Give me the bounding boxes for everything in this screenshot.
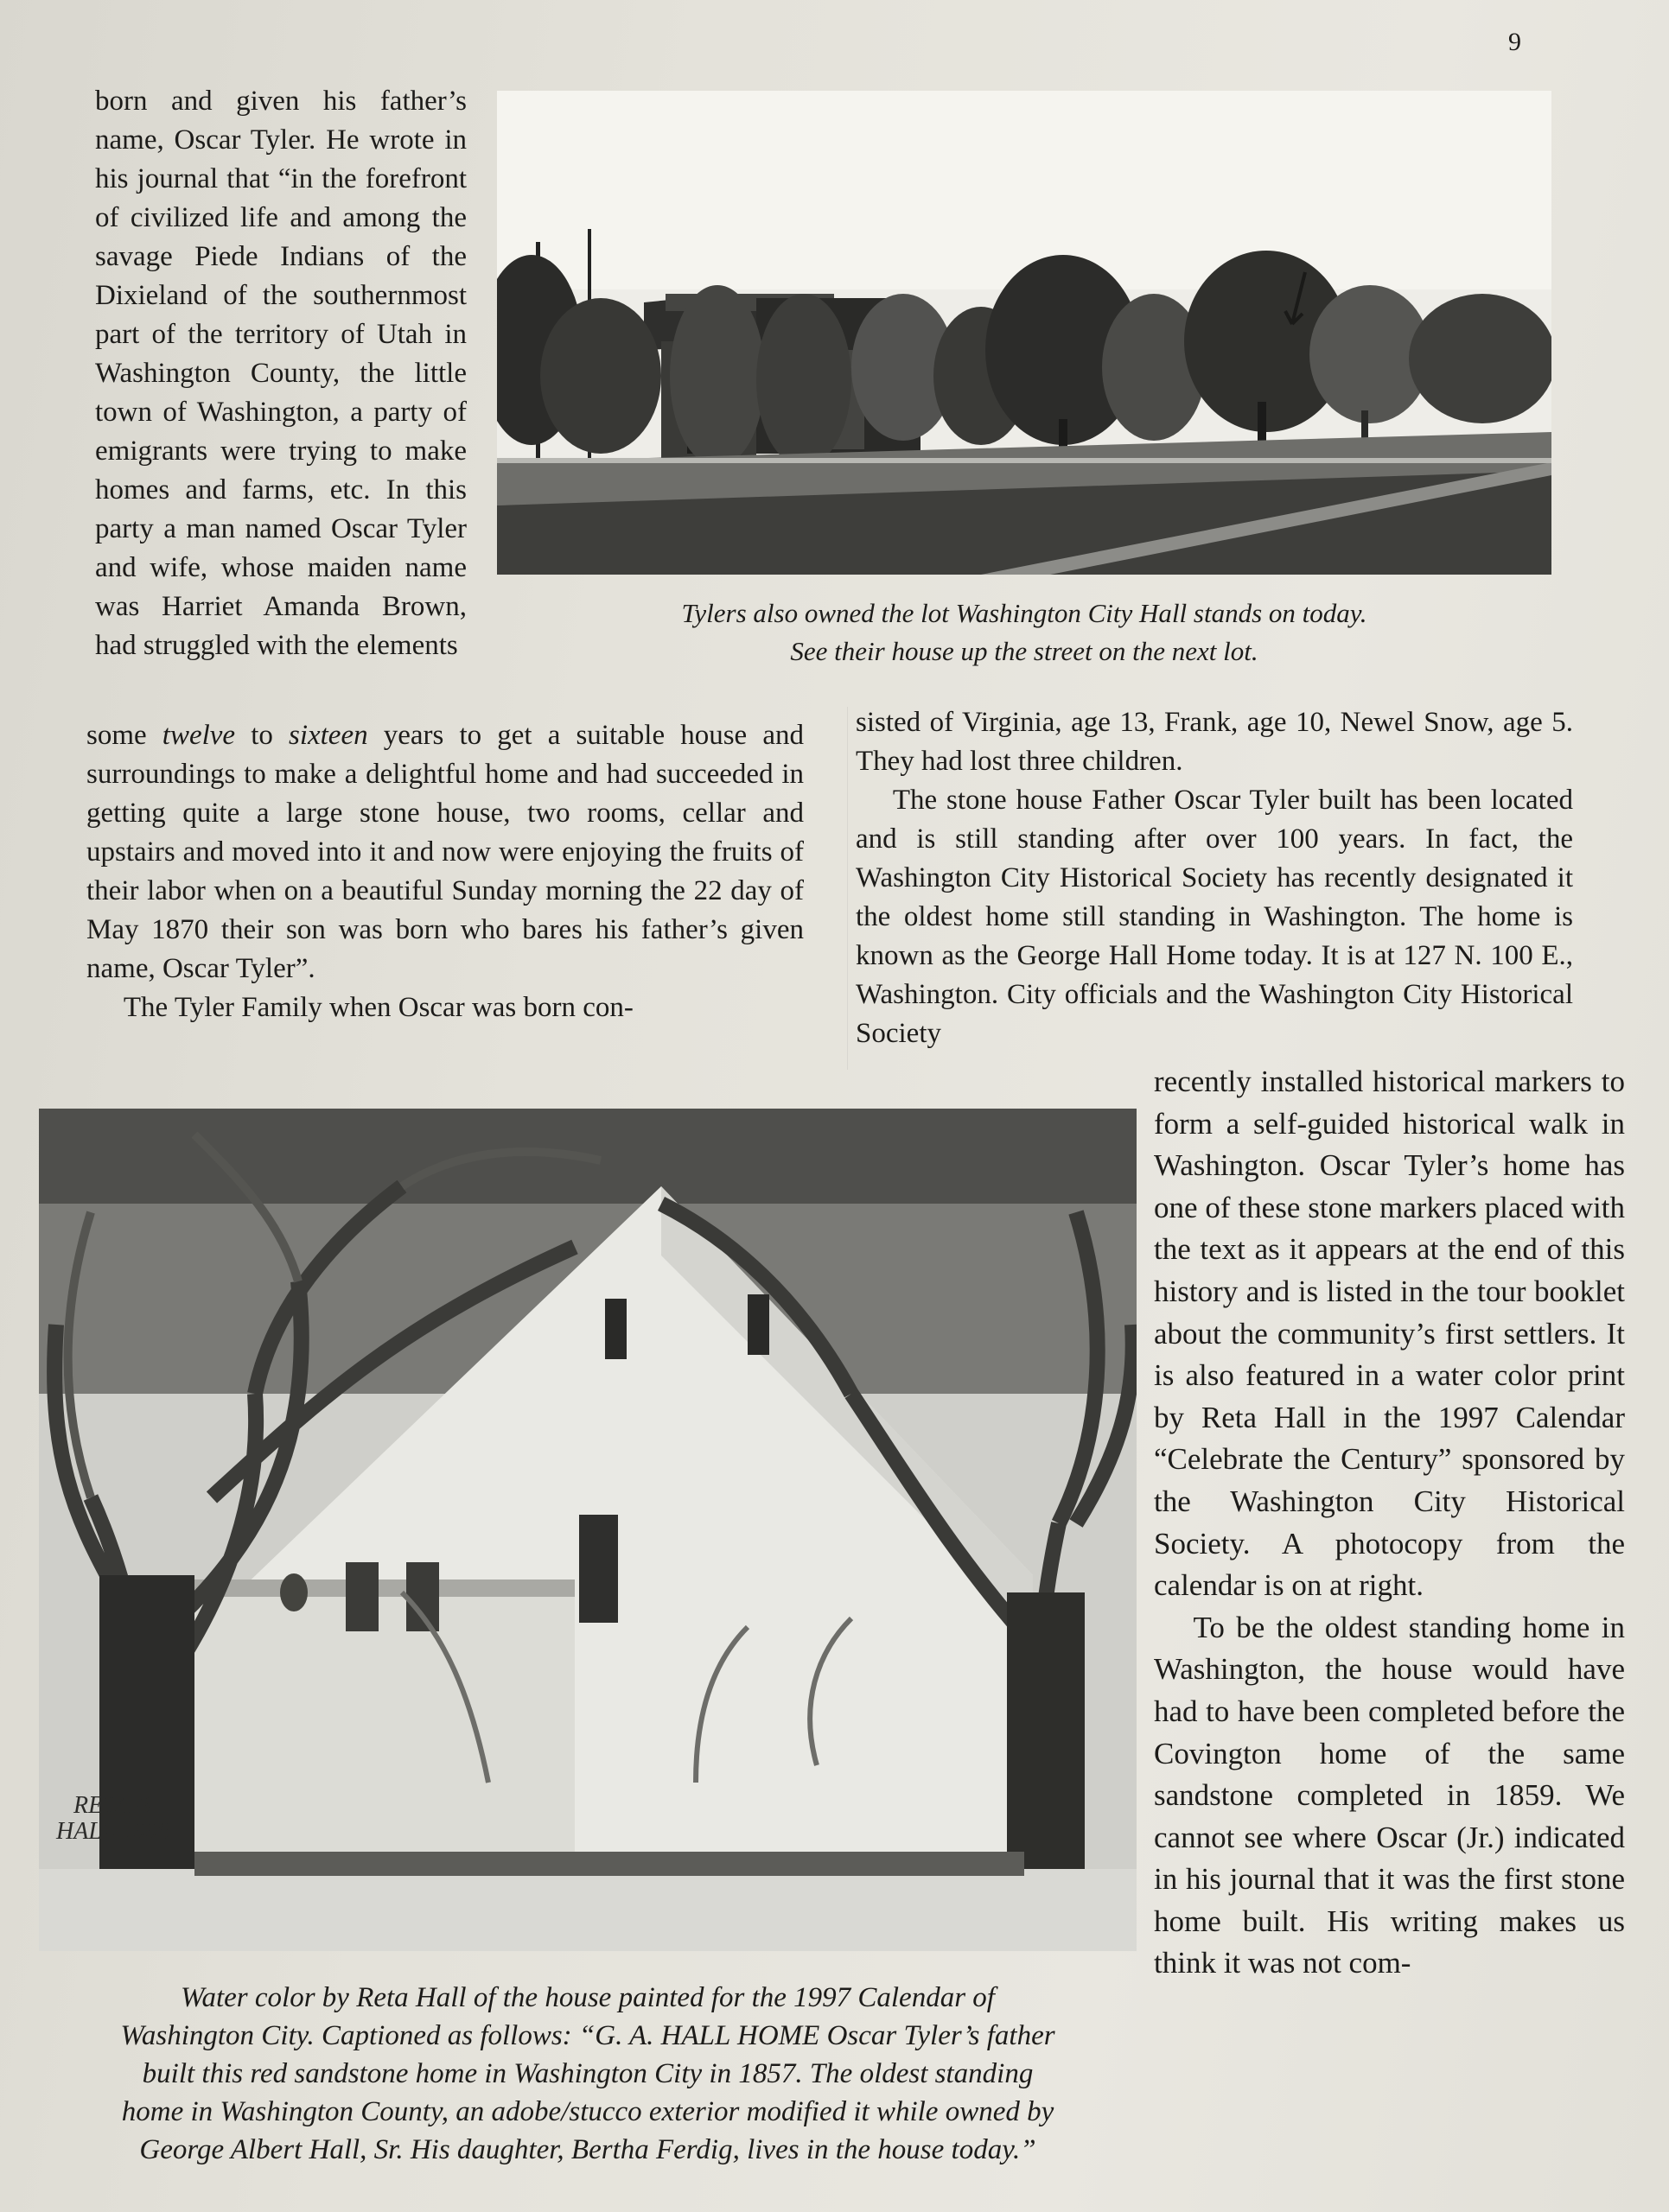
text-run: some [86, 720, 162, 751]
city-hall-photo [497, 91, 1551, 575]
painting-caption-line: George Albert Hall, Sr. His daughter, Bertha Ferdig, lives in the house today.” [139, 2134, 1036, 2165]
painting-caption [48, 1979, 1128, 2169]
emphasis-sixteen: sixteen [288, 720, 368, 751]
photo-caption [519, 594, 1530, 671]
paragraph: The stone house Father Oscar Tyler built has been located and is still standing after over 100 years. In fact, the Washington City Historical Society has recently designated it the oldest home still standing in Washington. The home is known as the George Hall Home today. It is at 127 N. 100 E., Washington. City officials and the Washington City Historical Society [856, 785, 1573, 1049]
text-column-right [856, 703, 1573, 1053]
painting-caption-line: built this red sandstone home in Washington City in 1857. The oldest standing [142, 2058, 1034, 2089]
column-divider [847, 707, 848, 1070]
painting-signature-line: HALL 1996 [56, 1818, 169, 1845]
paragraph: born and given his father’s name, Oscar Tyler. He wrote in his journal that “in the forefront of civilized life and among the savage Piede Indians of the Dixieland of the southernmost part of the territory of Utah in Washington County, the little town of Washington, a party of emigrants were trying to make homes and farms, etc. In this party a man named Oscar Tyler and wife, whose maiden name was Harriet Amanda Brown, had struggled with the elements [95, 86, 467, 661]
painting-caption-line: Washington City. Captioned as follows: “G. A. HALL HOME Oscar Tyler’s father [120, 2020, 1055, 2051]
watercolor-painting [39, 1109, 1137, 1951]
painting-signature-line: RETA B [73, 1792, 150, 1819]
painting-caption-line: Water color by Reta Hall of the house painted for the 1997 Calendar of [181, 1982, 995, 2013]
paragraph: recently installed historical markers to form a self-guided historical walk in Washington. Oscar Tyler’s home has one of these stone markers placed with the text as it appears at the end of this history and is listed in the tour booklet about the community’s first settlers. It is also featured in a water color print by Reta Hall in the 1997 Calendar “Celebrate the Century” sponsored by the Washington City Historical Society. A photocopy from the calendar is on at right. [1154, 1065, 1625, 1603]
text-column-right-lower [1154, 1061, 1625, 1985]
paragraph [86, 716, 804, 988]
paragraph: sisted of Virginia, age 13, Frank, age 10, Newel Snow, age 5. They had lost three children. [856, 707, 1573, 777]
photo-caption-line: Tylers also owned the lot Washington City Hall stands on today. [681, 598, 1367, 628]
text-column-top-left [95, 82, 467, 665]
photo-caption-line: See their house up the street on the next lot. [790, 636, 1258, 666]
text-column-left [86, 716, 804, 1027]
paragraph: The Tyler Family when Oscar was born con- [123, 992, 634, 1023]
emphasis-twelve: twelve [162, 720, 236, 751]
paragraph: To be the oldest standing home in Washington, the house would have had to have been completed before the Covington home of the same sandstone completed in 1859. We cannot see where Oscar (Jr.) indicated in his journal that it was the first stone home built. His writing makes us think it was not com- [1154, 1610, 1625, 1980]
text-run: to [235, 720, 289, 751]
page-number: 9 [1508, 28, 1521, 56]
text-run: years to get a suitable house and surroundings to make a delightful home and had succeeded in getting quite a large stone house, two rooms, cellar and upstairs and moved into it and now were enjoying the fruits of their labor when on a beautiful Sunday morning the 22 day of May 1870 their son was born who bares his father’s given name, Oscar Tyler”. [86, 720, 804, 984]
painting-caption-line: home in Washington County, an adobe/stucco exterior modified it while owned by [121, 2096, 1054, 2127]
